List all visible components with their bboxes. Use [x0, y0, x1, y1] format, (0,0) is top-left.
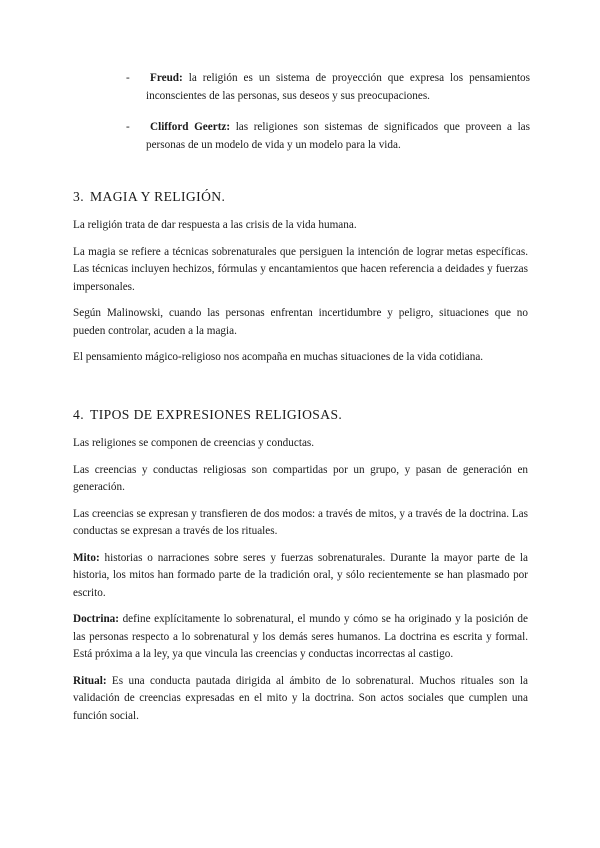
section-magia-religion: [73, 188, 528, 376]
section-heading: [73, 406, 528, 424]
bullet-term: Freud:: [150, 72, 183, 84]
bullet-text: las religiones son sistemas de significados que proveen a las personas de un modelo de vida y un modelo para la vida.: [146, 121, 531, 151]
definition-text: Es una conducta pautada dirigida al ámbito de lo sobrenatural. Muchos rituales son la validación de creencias expresadas en el mito y la doctrina. Son actos sociales que cumplen una función social.: [73, 674, 528, 722]
paragraph: Las religiones se componen de creencias y conductas.: [73, 437, 315, 449]
bullet-item-freud: [126, 70, 530, 105]
paragraph: Según Malinowski, cuando las personas enfrentan incertidumbre y peligro, situaciones que no pueden controlar, acuden a la magia.: [73, 307, 528, 337]
definition-text: historias o narraciones sobre seres y fuerzas sobrenaturales. Durante la mayor parte de la historia, los mitos han formado parte de la tradición oral, y sólo recientemente se han plasmado por escrito.: [73, 551, 528, 599]
bullet-list: [126, 70, 530, 168]
paragraph: Las creencias y conductas religiosas son compartidas por un grupo, y pasan de generación en generación.: [73, 463, 528, 493]
bullet-text: la religión es un sistema de proyección que expresa los pensamientos inconscientes de las personas, sus deseos y sus preocupaciones.: [146, 72, 530, 102]
bullet-term: Clifford Geertz:: [150, 121, 231, 133]
definition-term: Ritual:: [73, 674, 107, 687]
section-heading: [73, 188, 528, 206]
definition-doctrina: [73, 611, 528, 664]
bullet-item-geertz: [126, 119, 530, 154]
bullet-dash: -: [126, 72, 130, 84]
section-number: 4.: [73, 407, 84, 422]
definition-mito: [73, 550, 528, 603]
section-title: MAGIA Y RELIGIÓN.: [90, 189, 226, 204]
paragraph: Las creencias se expresan y transfieren de dos modos: a través de mitos, y a través de la doctrina. Las conductas se expresan a través de los rituales.: [73, 507, 528, 537]
section-title: TIPOS DE EXPRESIONES RELIGIOSAS.: [90, 407, 343, 422]
bullet-dash: -: [126, 121, 130, 133]
paragraph: La magia se refiere a técnicas sobrenaturales que persiguen la intención de lograr metas específicas. Las técnicas incluyen hechizos, fórmulas y encantamientos que hacen referencia a deidades y fuerzas impersonales.: [73, 245, 528, 293]
definition-ritual: [73, 673, 528, 726]
section-number: 3.: [73, 189, 84, 204]
paragraph: El pensamiento mágico-religioso nos acompaña en muchas situaciones de la vida cotidiana.: [73, 351, 484, 363]
section-tipos-expresiones: [73, 406, 528, 734]
definition-text: define explícitamente lo sobrenatural, el mundo y cómo se ha originado y la posición de las personas respecto a lo sobrenatural y los demás seres humanos. La doctrina es escrita y formal. Está próxima a la ley, ya que vincula las creencias y conductas incorrectas al castigo.: [73, 613, 528, 660]
definition-term: Mito:: [73, 551, 100, 564]
paragraph: La religión trata de dar respuesta a las crisis de la vida humana.: [73, 219, 357, 231]
definition-term: Doctrina:: [73, 613, 119, 625]
